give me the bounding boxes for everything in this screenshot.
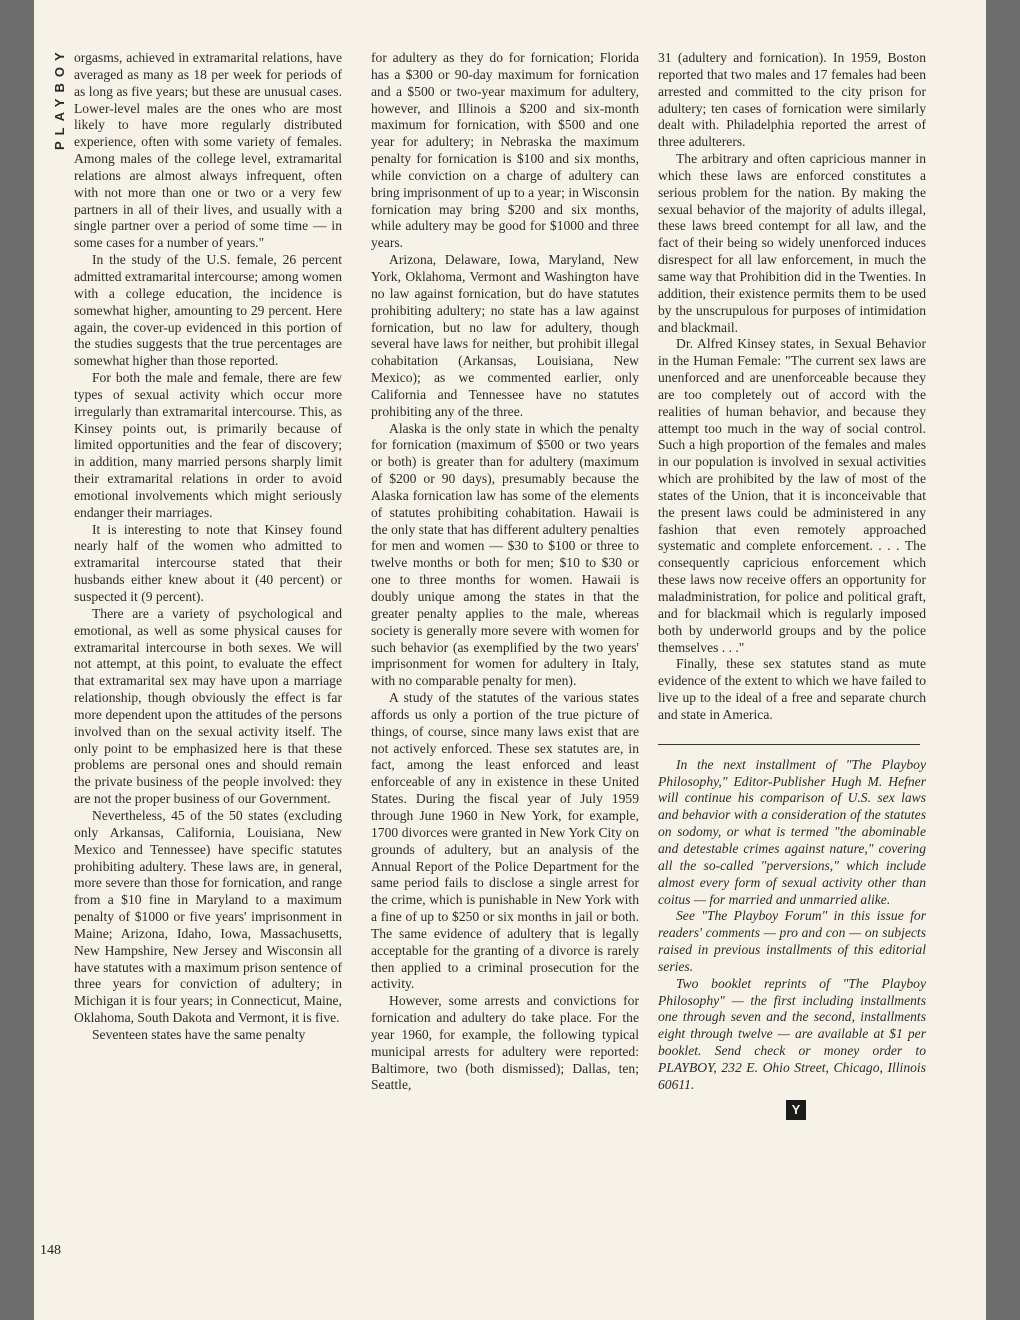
end-mark-icon: Y [786, 1100, 806, 1120]
paragraph: In the study of the U.S. female, 26 percent admitted extramarital intercourse; among women with a college education, the incidence is somewhat higher, amounting to 29 percent. Here again, the cover-up evidenced in this portion of the studies suggests that the true percentages are somewhat higher than those reported. [74, 252, 343, 369]
editor-note [658, 757, 926, 1094]
paragraph: Alaska is the only state in which the penalty for fornication (maximum of $500 or two years or both) is greater than for adultery (maximum of $200 or 90 days), presumably because the Alaska fornication law has some of the elements of statutes prohibiting cohabitation. Hawaii is the only state that has different adultery penalties for men and women — $30 to $100 or three to twelve months or both for men; $10 to $30 or one to three months for women. Hawaii is doubly unique among the states in that the greater penalty applies to the male, whereas society is generally more severe with women for such behavior (as exemplified by the two years' imprisonment for women for adultery in Italy, with no comparable penalty for men). [371, 420, 639, 689]
paragraph: A study of the statutes of the various states affords us only a portion of the true picture of things, of course, since many laws exist that are not actively enforced. These sex statutes are, in fact, among the least enforced and least enforceable of any in existence in these United States. During the fiscal year of July 1959 through June 1960 in New York, for example, 1700 divorces were granted in New York City on grounds of adultery, but an analysis of the Annual Report of the Police Department for the same period fails to disclose a single arrest for the crime, which is punishable in New York with a fine of up to $250 or six months in jail or both. The same evidence of adultery that is legally acceptable for the granting of a divorce is rarely then applied to a criminal prosecution for the activity. [371, 690, 639, 992]
paragraph: It is interesting to note that Kinsey found nearly half of the women who admitted to extramarital intercourse stated that their husbands either knew about it (40 percent) or suspected it (9 percent). [74, 521, 342, 604]
paragraph: Arizona, Delaware, Iowa, Maryland, New York, Oklahoma, Vermont and Washington have no law against fornication, but do have statutes prohibiting adultery; no state has a law against fornication, but no law for adultery, though several have laws for neither, but prohibit illegal cohabitation (Arkansas, Louisiana, New Mexico); as we commented earlier, only California and Tennessee have no statutes prohibiting any of the three. [371, 252, 639, 419]
paragraph: Nevertheless, 45 of the 50 states (excluding only Arkansas, California, Louisiana, New Mexico and Tennessee) have specific statutes prohibiting adultery. These laws are, in general, more severe than those for fornication, and range from a $10 fine in Maryland to a maximum penalty of $1000 or five years' imprisonment in Maine; Arizona, Idaho, Iowa, Massachusetts, New Hampshire, New Jersey and Wisconsin all have statutes with a maximum prison sentence of three years for conviction of adultery; in Michigan it is four years; in Connecticut, Maine, Oklahoma, South Dakota and Vermont, it is five. [74, 807, 342, 1026]
column-2 [371, 50, 639, 1094]
note-paragraph: Two booklet reprints of "The Playboy Philosophy" — the first including installments one through seven and the second, installments eight through twelve — are available at $1 per booklet. Send check or money order to PLAYBOY, 232 E. Ohio Street, Chicago, Illinois 60611. [658, 975, 926, 1092]
paragraph: Dr. Alfred Kinsey states, in Sexual Behavior in the Human Female: "The current sex laws are unenforced and are unenforceable because they are too completely out of accord with the realities of human behavior, and because they attempt too much in the way of social control. Such a high proportion of the females and males in our population is involved in sexual activities which are prohibited by the law of most of the states of the Union, that it is inconceivable that the present laws could be administered in any fashion that even remotely approached systematic and complete enforcement. . . . The consequently capricious enforcement which these laws now receive offers an opportunity for maladministration, for police and political graft, and for blackmail which is regularly imposed both by underworld groups and by the police themselves . . ." [658, 336, 926, 655]
paragraph: The arbitrary and often capricious manner in which these laws are enforced constitutes a serious problem for the nation. By making the sexual behavior of the majority of adults illegal, these laws breed contempt for all law, and the fact of their being so widely unenforced induces disrespect for all law enforcement, in much the same way that Prohibition did in the Twenties. In addition, their existence permits them to be used by the unscrupulous for purposes of intimidation and blackmail. [658, 151, 926, 335]
column-1 [74, 50, 342, 1044]
paragraph: Seventeen states have the same penalty [92, 1026, 306, 1042]
paragraph: orgasms, achieved in extramarital relations, have averaged as many as 18 per week for periods of as long as five years; but these are unusual cases. Lower-level males are the ones who are most likely to have more regularly distributed experience, often with some variety of females. Among males of the college level, extramarital relations are almost always infrequent, often with not more than one or two or a very few partners in all of their lives, and usually with a single partner over a period of some time — in some cases for a number of years." [74, 50, 342, 251]
paragraph: For both the male and female, there are few types of sexual activity which occur more irregularly than extramarital intercourse. This, as Kinsey points out, is primarily because of limited opportunities and the fear of discovery; in addition, many married persons sharply limit their extramarital relations in order to avoid emotional involvements which might seriously endanger their marriages. [74, 370, 342, 520]
divider [658, 744, 920, 745]
note-paragraph: See "The Playboy Forum" in this issue for readers' comments — pro and con — on subjects raised in previous installments of this editorial series. [658, 908, 926, 974]
paragraph: There are a variety of psychological and emotional, as well as some physical causes for extramarital intercourse in both sexes. We will not attempt, at this point, to evaluate the effect that extramarital sex may have upon a marriage relationship, though obviously the effect is far more dependent upon the attitudes of the persons involved than on the sexual activity itself. The only point to be emphasized here is that these problems are personal ones and should remain the private business of the people involved: they are not the proper business of our Government. [74, 605, 342, 807]
paragraph: 31 (adultery and fornication). In 1959, Boston reported that two males and 17 females had been arrested and committed to the city prison for adultery; ten cases of fornication were similarly dealt with. Philadelphia reported the arrest of three adulterers. [658, 50, 926, 150]
column-3 [658, 50, 926, 1120]
paragraph: Finally, these sex statutes stand as mute evidence of the extent to which we have failed to live up to the ideal of a free and separate church and state in America. [658, 656, 926, 722]
magazine-page [34, 0, 986, 1320]
paragraph: for adultery as they do for fornication; Florida has a $300 or 90-day maximum for fornication and a $500 or two-year maximum for adultery, however, and Illinois a $200 and six-month maximum for fornication, with $500 and one year for adultery; in Nebraska the maximum penalty for fornication is $100 and six months, while conviction on a charge of adultery can bring imprisonment of up to a year; in Wisconsin fornication may bring $200 and six months, while adultery may be good for $1000 and three years. [371, 50, 639, 251]
magazine-name: PLAYBOY [52, 46, 67, 150]
page-number: 148 [40, 1243, 61, 1258]
note-paragraph: In the next installment of "The Playboy Philosophy," Editor-Publisher Hugh M. Hefner will continue his comparison of U.S. sex laws and behavior with a consideration of the statutes on sodomy, or what is termed "the abominable and detestable crimes against nature," covering all the so-called "perversions," which include almost every form of sexual activity other than coitus — for married and unmarried alike. [658, 756, 926, 907]
paragraph: However, some arrests and convictions for fornication and adultery do take place. For the year 1960, for example, the following typical municipal arrests for adultery were reported: Baltimore, two (both dismissed); Dallas, ten; Seattle, [371, 993, 639, 1093]
